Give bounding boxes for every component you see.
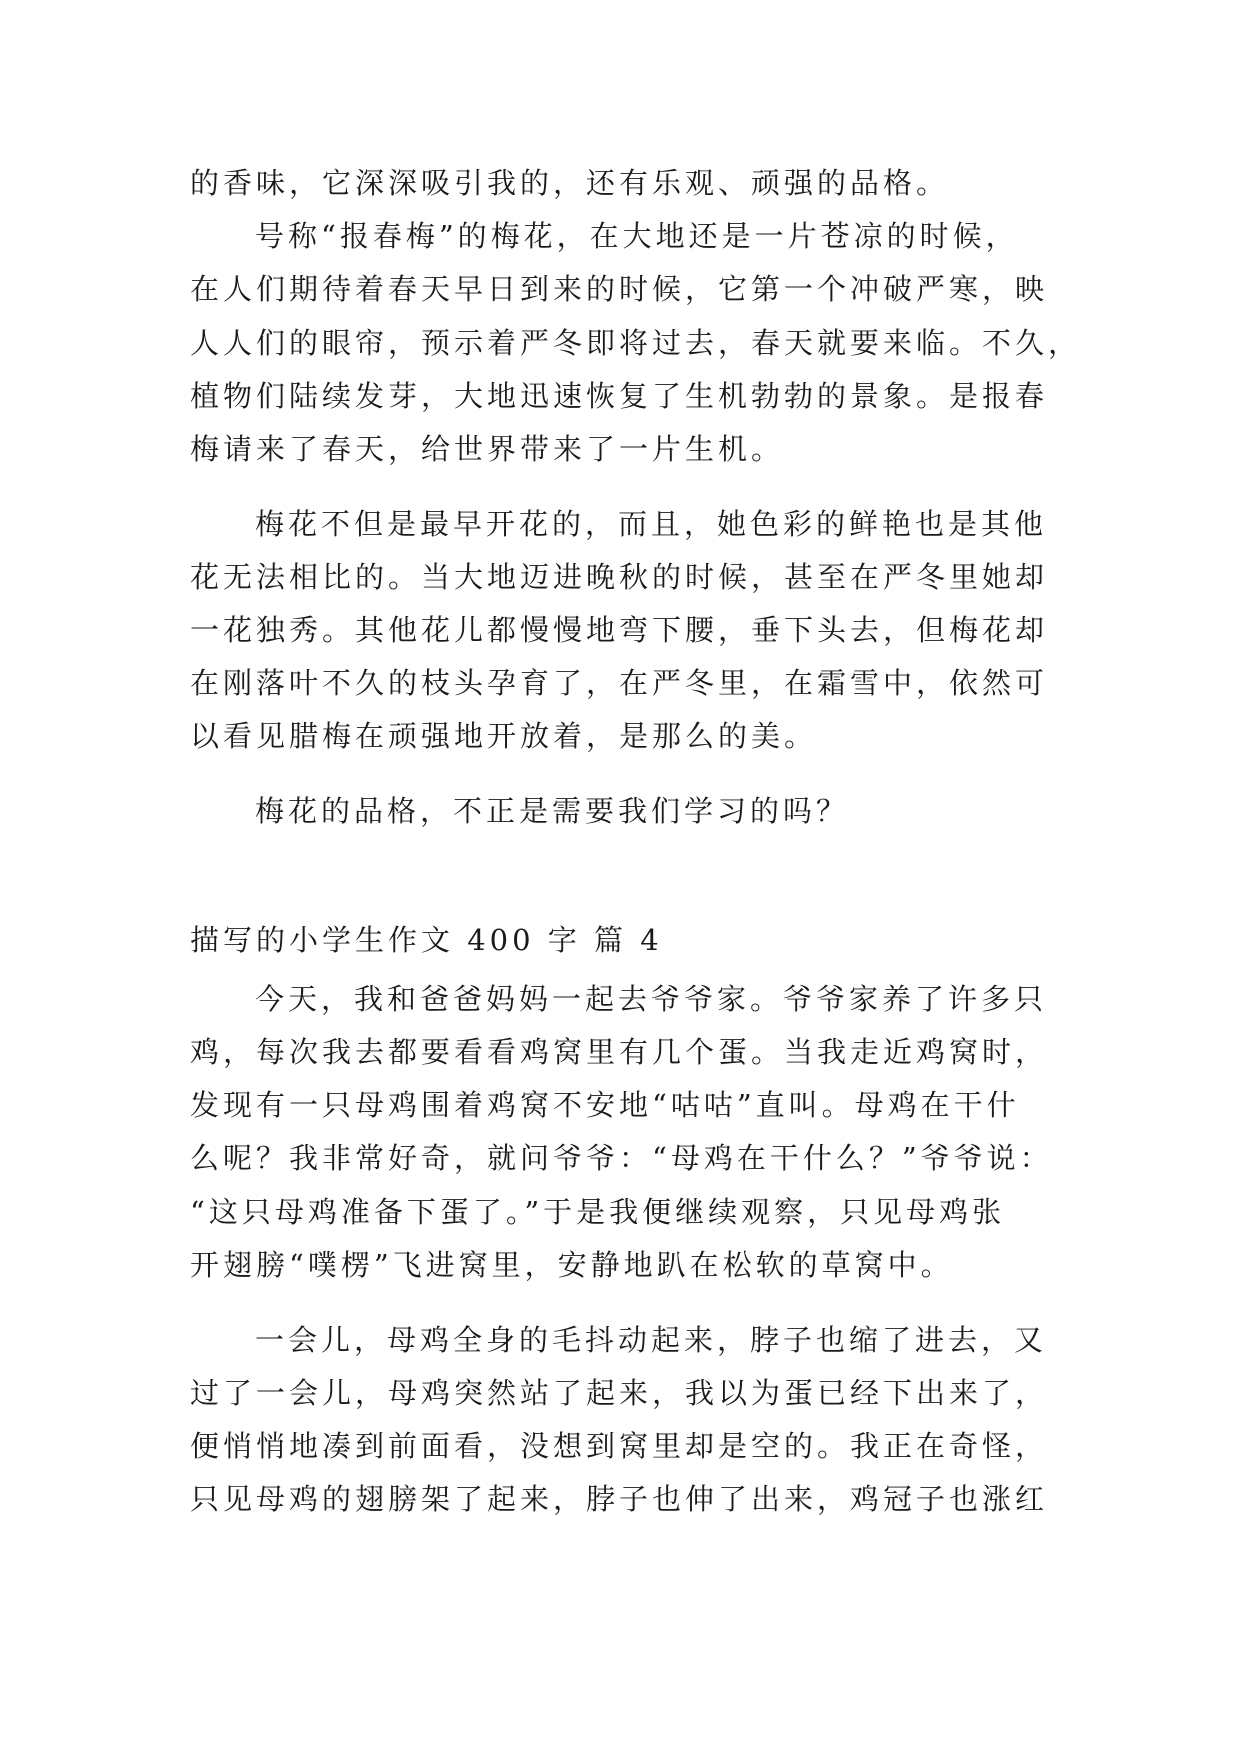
paragraph-line: 梅花的品格，不正是需要我们学习的吗？ (255, 794, 850, 828)
paragraph-line: 么呢？我非常好奇，就问爷爷：“母鸡在干什么？”爷爷说： (190, 1141, 1053, 1175)
paragraph-line: 开翅膀“噗楞”飞进窝里，安静地趴在松软的草窝中。 (190, 1248, 954, 1282)
paragraph-line: 在人们期待着春天早日到来的时候，它第一个冲破严寒，映 (190, 272, 1049, 306)
paragraph-line: 鸡，每次我去都要看看鸡窝里有几个蛋。当我走近鸡窝时， (190, 1035, 1049, 1069)
paragraph-line: “这只母鸡准备下蛋了。”于是我便继续观察，只见母鸡张 (190, 1195, 1006, 1229)
paragraph-line: 今天，我和爸爸妈妈一起去爷爷家。爷爷家养了许多只 (255, 982, 1048, 1016)
paragraph-line: 只见母鸡的翅膀架了起来，脖子也伸了出来，鸡冠子也涨红 (190, 1482, 1049, 1516)
paragraph-line: 植物们陆续发芽，大地迅速恢复了生机勃勃的景象。是报春 (190, 379, 1049, 413)
paragraph-line: 梅请来了春天，给世界带来了一片生机。 (190, 432, 785, 466)
paragraph-line: 过了一会儿，母鸡突然站了起来，我以为蛋已经下出来了， (190, 1376, 1049, 1410)
paragraph-line: 一会儿，母鸡全身的毛抖动起来，脖子也缩了进去，又 (255, 1323, 1048, 1357)
paragraph-line: 花无法相比的。当大地迈进晚秋的时候，甚至在严冬里她却 (190, 560, 1049, 594)
paragraph-line: 的香味，它深深吸引我的，还有乐观、顽强的品格。 (190, 166, 950, 200)
paragraph-line: 在刚落叶不久的枝头孕育了，在严冬里，在霜雪中，依然可 (190, 666, 1049, 700)
paragraph-line: 号称“报春梅”的梅花，在大地还是一片苍凉的时候， (255, 219, 1019, 253)
paragraph-line: 便悄悄地凑到前面看，没想到窝里却是空的。我正在奇怪， (190, 1429, 1049, 1463)
paragraph-line: 发现有一只母鸡围着鸡窝不安地“咕咕”直叫。母鸡在干什 (190, 1088, 1020, 1122)
section-heading: 描写的小学生作文 400 字 篇 4 (190, 923, 663, 957)
paragraph-line: 人人们的眼帘，预示着严冬即将过去，春天就要来临。不久， (190, 326, 1082, 360)
paragraph-line: 梅花不但是最早开花的，而且，她色彩的鲜艳也是其他 (255, 507, 1048, 541)
paragraph-line: 一花独秀。其他花儿都慢慢地弯下腰，垂下头去，但梅花却 (190, 613, 1049, 647)
paragraph-line: 以看见腊梅在顽强地开放着，是那么的美。 (190, 719, 818, 753)
